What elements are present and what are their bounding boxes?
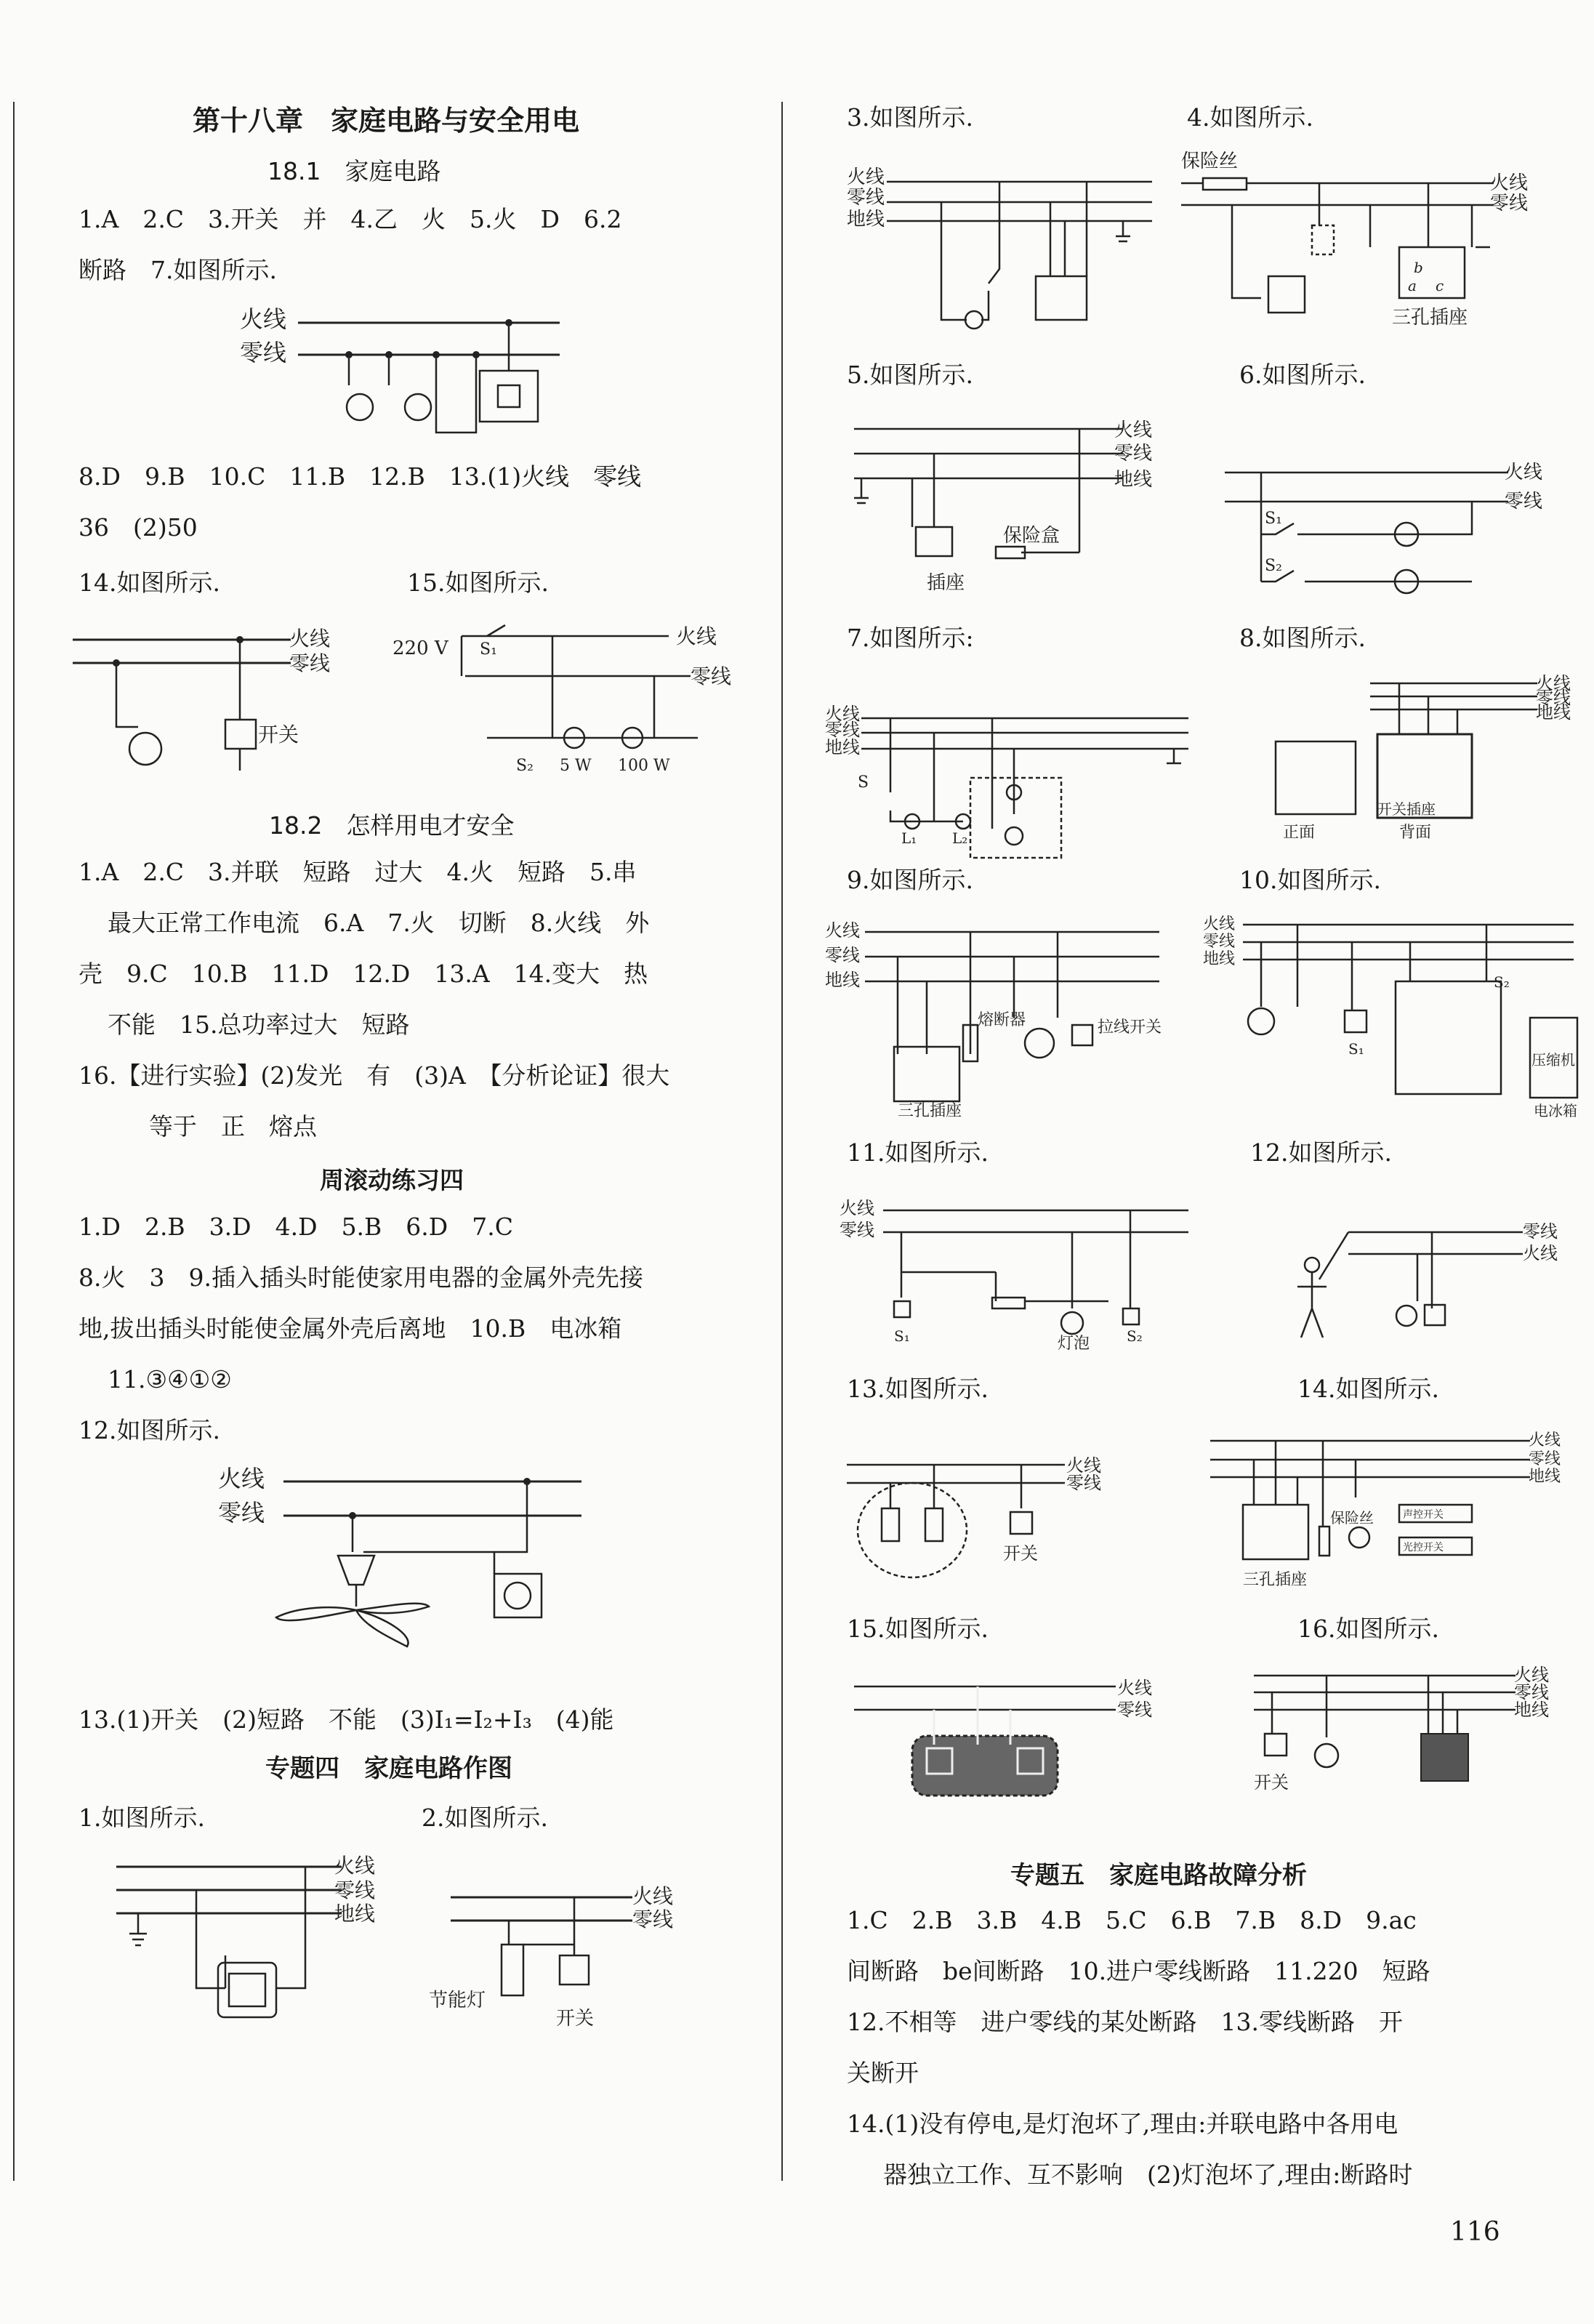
svg-text:a: a	[1408, 277, 1417, 294]
svg-text:火线: 火线	[1114, 419, 1153, 441]
energy-lamp-label: 节能灯	[429, 1990, 486, 2011]
svg-text:灯泡: 灯泡	[1058, 1335, 1090, 1353]
circuit-18-1-14	[73, 618, 349, 792]
topic-4-title: 专题四 家庭电路作图	[265, 1754, 512, 1783]
svg-text:零线: 零线	[825, 720, 860, 740]
fire-label: 火线	[218, 1465, 265, 1492]
fig-5	[840, 407, 1174, 603]
svg-text:火线: 火线	[840, 1198, 874, 1218]
svg-text:零线: 零线	[1514, 1682, 1549, 1702]
fire-label: 火线	[289, 627, 331, 651]
svg-text:零线: 零线	[1114, 443, 1153, 465]
svg-text:零线: 零线	[1066, 1473, 1101, 1493]
svg-text:b: b	[1414, 259, 1423, 276]
svg-text:零线: 零线	[1523, 1221, 1558, 1242]
svg-text:L₁: L₁	[901, 829, 917, 847]
svg-text:S: S	[858, 773, 869, 792]
zero-label: 零线	[289, 651, 331, 675]
fire-label: 火线	[334, 1854, 376, 1878]
answer-line: 间断路 be间断路 10.进户零线断路 11.220 短路	[847, 1957, 1430, 1985]
svg-text:地线: 地线	[825, 970, 860, 990]
fire-label: 火线	[676, 624, 717, 648]
fig-14	[1196, 1425, 1588, 1599]
answer-line: 1.C 2.B 3.B 4.B 5.C 6.B 7.B 8.D 9.ac	[847, 1906, 1417, 1934]
svg-text:零线: 零线	[1505, 491, 1543, 512]
zero-label: 零线	[218, 1499, 265, 1527]
svg-text:保险丝: 保险丝	[1330, 1509, 1374, 1527]
svg-text:火线: 火线	[1066, 1455, 1101, 1476]
caption-3: 3.如图所示.	[847, 103, 973, 132]
zero-label: 零线	[240, 339, 287, 366]
switch-label: 开关	[258, 723, 299, 747]
answer-line: 8.火 3 9.插入插头时能使家用电器的金属外壳先接	[79, 1263, 643, 1292]
svg-text:零线: 零线	[1536, 688, 1571, 708]
100w-label: 100 W	[618, 757, 670, 775]
fig-15	[854, 1665, 1181, 1810]
svg-text:保险丝: 保险丝	[1181, 150, 1239, 172]
fan-circuit	[218, 1461, 596, 1701]
answer-line: 关断开	[847, 2059, 919, 2087]
svg-text:零线: 零线	[1529, 1450, 1561, 1468]
svg-text:三孔插座: 三孔插座	[1243, 1571, 1308, 1589]
answer-line: 最大正常工作电流 6.A 7.火 切断 8.火线 外	[108, 909, 650, 937]
fig-8	[1261, 669, 1588, 843]
svg-text:火线: 火线	[847, 166, 885, 188]
answer-line: 等于 正 熔点	[149, 1112, 317, 1141]
answer-line: 1.D 2.B 3.D 4.D 5.B 6.D 7.C	[79, 1213, 513, 1241]
answer-line: 8.D 9.B 10.C 11.B 12.B 13.(1)火线 零线	[79, 462, 642, 491]
fire-label: 火线	[240, 305, 287, 333]
fig-12	[1268, 1214, 1588, 1359]
fire-label: 火线	[632, 1884, 674, 1908]
topic4-fig2	[429, 1875, 734, 2050]
svg-text:三孔插座: 三孔插座	[898, 1102, 962, 1120]
fig-3	[847, 145, 1159, 334]
caption-10: 10.如图所示.	[1239, 866, 1381, 894]
fig-7	[825, 698, 1217, 858]
svg-text:火线: 火线	[1117, 1678, 1152, 1698]
svg-text:S₂: S₂	[1127, 1327, 1143, 1345]
fig-4	[1181, 145, 1588, 334]
caption-11: 11.如图所示.	[847, 1138, 989, 1167]
column-divider	[781, 102, 783, 2181]
circuit-18-1-7	[240, 305, 574, 451]
caption-5: 5.如图所示.	[847, 361, 973, 389]
svg-text:L₂: L₂	[952, 829, 968, 847]
caption-t2: 2.如图所示.	[422, 1804, 548, 1832]
circuit-18-1-15	[393, 618, 741, 778]
caption-7: 7.如图所示:	[847, 624, 974, 652]
svg-text:保险盒: 保险盒	[1003, 525, 1060, 547]
svg-text:地线: 地线	[1514, 1700, 1549, 1720]
svg-text:地线: 地线	[1203, 950, 1236, 968]
svg-text:c: c	[1436, 277, 1444, 294]
svg-text:开关插座: 开关插座	[1377, 800, 1436, 818]
svg-text:火线: 火线	[1523, 1243, 1558, 1263]
svg-text:S₂: S₂	[1494, 973, 1510, 991]
answer-line: 16.【进行实验】(2)发光 有 (3)A 【分析论证】很大	[79, 1061, 670, 1090]
5w-label: 5 W	[560, 757, 592, 775]
svg-text:火线: 火线	[1490, 172, 1529, 194]
svg-text:正面: 正面	[1283, 824, 1316, 842]
caption-16r: 16.如图所示.	[1297, 1615, 1439, 1643]
answer-line: 地,拔出插头时能使金属外壳后离地 10.B 电冰箱	[79, 1314, 622, 1343]
caption-14r: 14.如图所示.	[1297, 1375, 1439, 1403]
fig-11	[840, 1192, 1217, 1352]
fig-9	[825, 916, 1174, 1119]
svg-text:拉线开关: 拉线开关	[1098, 1018, 1162, 1037]
switch-label: 开关	[556, 2008, 595, 2030]
left-margin-line	[13, 102, 15, 2181]
caption-12: 12.如图所示.	[1250, 1138, 1392, 1167]
svg-text:熔断器: 熔断器	[978, 1011, 1026, 1029]
svg-text:地线: 地线	[825, 737, 860, 757]
caption-14: 14.如图所示.	[79, 568, 220, 597]
answer-line: 13.(1)开关 (2)短路 不能 (3)I₁=I₂+I₃ (4)能	[79, 1705, 614, 1734]
answer-line: 断路 7.如图所示.	[79, 256, 277, 284]
svg-text:声控开关: 声控开关	[1403, 1509, 1444, 1521]
zero-label: 零线	[632, 1907, 674, 1931]
answer-line: 不能 15.总功率过大 短路	[108, 1010, 410, 1039]
s1-label: S₁	[480, 640, 497, 659]
section-18-1-title: 18.1 家庭电路	[267, 157, 441, 185]
fig-16	[1225, 1657, 1574, 1817]
answer-line: 11.③④①②	[108, 1365, 232, 1394]
svg-text:压缩机: 压缩机	[1531, 1051, 1575, 1069]
ground-label: 地线	[334, 1902, 376, 1926]
svg-text:开关: 开关	[1003, 1543, 1038, 1564]
svg-text:S₁: S₁	[894, 1327, 910, 1345]
svg-text:S₁: S₁	[1348, 1040, 1364, 1058]
caption-15: 15.如图所示.	[407, 568, 549, 597]
svg-text:火线: 火线	[825, 704, 860, 724]
svg-text:地线: 地线	[847, 209, 885, 230]
caption-9: 9.如图所示.	[847, 866, 973, 894]
section-18-2-title: 18.2 怎样用电才安全	[269, 811, 515, 840]
svg-text:火线: 火线	[1505, 462, 1543, 483]
zero-label: 零线	[691, 664, 732, 688]
answer-line: 器独立工作、互不影响 (2)灯泡坏了,理由:断路时	[883, 2160, 1413, 2189]
svg-text:零线: 零线	[1490, 193, 1529, 214]
zero-label: 零线	[334, 1878, 376, 1902]
svg-text:零线: 零线	[1117, 1700, 1152, 1720]
fig-13	[832, 1447, 1138, 1607]
answer-line: 12.如图所示.	[79, 1416, 220, 1444]
fig-10	[1203, 909, 1588, 1119]
answer-line: 14.(1)没有停电,是灯泡坏了,理由:并联电路中各用电	[847, 2110, 1398, 2138]
answer-line: 壳 9.C 10.B 11.D 12.D 13.A 14.变大 热	[79, 960, 648, 988]
caption-6: 6.如图所示.	[1239, 361, 1366, 389]
svg-text:地线: 地线	[1529, 1468, 1561, 1486]
svg-text:地线: 地线	[1114, 469, 1153, 491]
svg-text:火线: 火线	[825, 920, 860, 941]
svg-text:零线: 零线	[825, 945, 860, 965]
svg-text:S₂: S₂	[1265, 557, 1282, 575]
topic-5-title: 专题五 家庭电路故障分析	[1010, 1861, 1307, 1890]
svg-text:零线: 零线	[1203, 933, 1236, 951]
svg-text:开关: 开关	[1254, 1772, 1289, 1793]
svg-text:插座: 插座	[927, 572, 965, 594]
svg-text:火线: 火线	[1514, 1665, 1549, 1685]
answer-line: 36 (2)50	[79, 513, 198, 542]
caption-8: 8.如图所示.	[1239, 624, 1366, 652]
caption-t1: 1.如图所示.	[79, 1804, 205, 1832]
svg-text:电冰箱: 电冰箱	[1534, 1102, 1577, 1119]
svg-text:零线: 零线	[847, 187, 885, 209]
voltage-label: 220 V	[393, 638, 448, 659]
svg-text:零线: 零线	[840, 1220, 874, 1240]
chapter-title: 第十八章 家庭电路与安全用电	[193, 105, 580, 137]
answer-line: 12.不相等 进户零线的某处断路 13.零线断路 开	[847, 2008, 1403, 2036]
caption-13: 13.如图所示.	[847, 1375, 989, 1403]
answer-line: 1.A 2.C 3.并联 短路 过大 4.火 短路 5.串	[79, 858, 637, 886]
caption-4: 4.如图所示.	[1187, 103, 1313, 132]
svg-text:火线: 火线	[1529, 1431, 1561, 1450]
topic4-fig1	[116, 1846, 407, 2035]
svg-text:火线: 火线	[1203, 915, 1236, 933]
weekly-practice-title: 周滚动练习四	[320, 1166, 464, 1194]
svg-text:火线: 火线	[1536, 673, 1571, 693]
svg-text:地线: 地线	[1536, 702, 1571, 723]
fig-6	[1225, 451, 1574, 618]
page-number: 116	[1450, 2217, 1500, 2247]
svg-text:S₁: S₁	[1265, 510, 1282, 528]
s2-label: S₂	[516, 757, 534, 775]
svg-text:光控开关: 光控开关	[1403, 1542, 1444, 1553]
svg-text:背面: 背面	[1399, 824, 1432, 842]
svg-text:三孔插座: 三孔插座	[1392, 307, 1468, 329]
answer-line: 1.A 2.C 3.开关 并 4.乙 火 5.火 D 6.2	[79, 205, 622, 233]
caption-15r: 15.如图所示.	[847, 1615, 989, 1643]
